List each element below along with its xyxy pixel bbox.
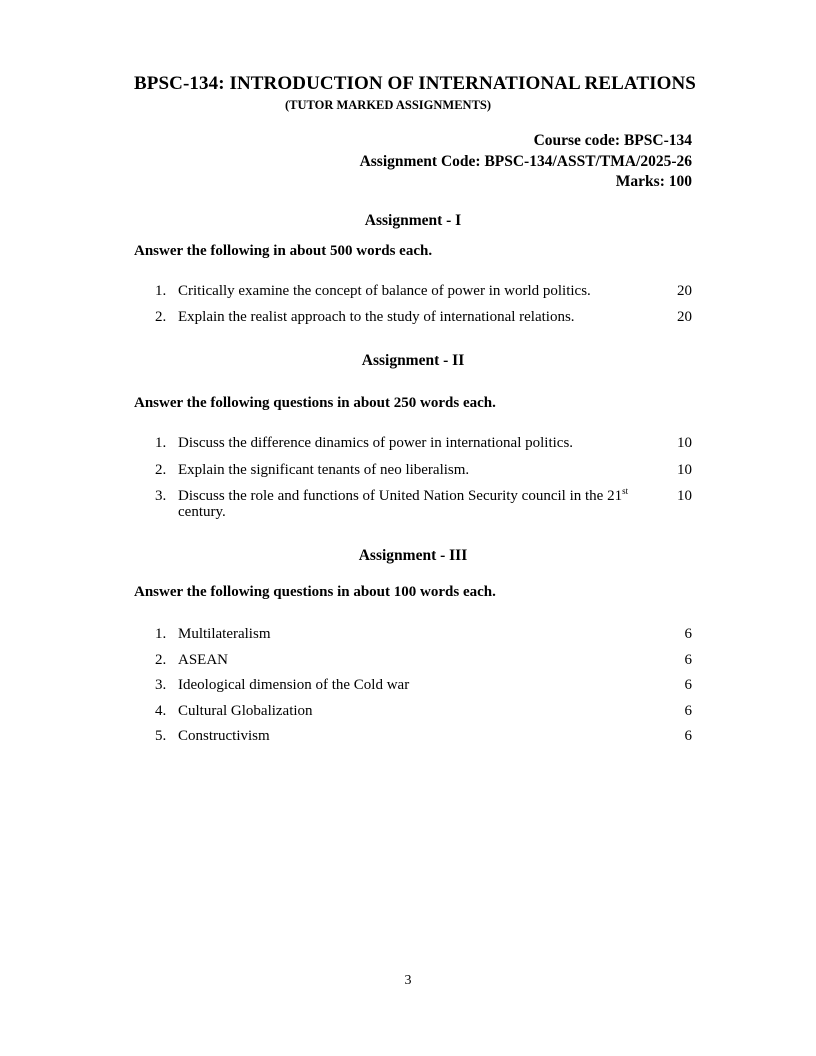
question-text: Explain the realist approach to the study of international relations.: [178, 309, 575, 325]
question-text: Discuss the difference dinamics of power in international politics.: [178, 435, 574, 451]
question-text: Cultural Globalization: [178, 702, 313, 719]
question-marks: 6: [684, 651, 692, 668]
section-instruction: Answer the following questions in about 100 words each.: [134, 584, 496, 600]
question-marks: 6: [684, 677, 692, 693]
question-marks: 10: [677, 488, 692, 504]
question-marks: 6: [684, 728, 692, 744]
question-number: 2.: [155, 309, 167, 325]
question-number: 2.: [155, 651, 167, 668]
question-marks: 20: [677, 309, 692, 325]
question-text: Ideological dimension of the Cold war: [178, 677, 410, 693]
question-row: [155, 462, 692, 478]
question-marks: 6: [684, 626, 692, 642]
document-title: BPSC-134: INTRODUCTION OF INTERNATIONAL RELATIONS: [134, 73, 696, 94]
question-number: 1.: [155, 282, 167, 299]
total-marks: Marks: 100: [615, 173, 692, 190]
question-number: 4.: [155, 702, 167, 719]
assignment-section-2: [134, 353, 692, 520]
question-row: [155, 283, 692, 299]
question-row: [155, 677, 692, 693]
question-list: [134, 626, 692, 744]
question-text: Discuss the role and functions of United Nation Security council in the 21st century.: [178, 486, 629, 520]
question-text: Constructivism: [178, 728, 270, 744]
question-row: [155, 728, 692, 744]
section-heading: Assignment - II: [361, 352, 465, 369]
question-text: Explain the significant tenants of neo liberalism.: [178, 461, 470, 478]
document-content: [134, 0, 696, 754]
question-number: 5.: [155, 728, 167, 744]
question-text: ASEAN: [178, 651, 229, 668]
question-row: [155, 488, 692, 520]
question-number: 3.: [155, 488, 167, 504]
question-number: 2.: [155, 461, 167, 478]
question-text: Multilateralism: [178, 626, 271, 642]
question-text: Critically examine the concept of balance of power in world politics.: [178, 282, 591, 299]
question-row: [155, 435, 692, 451]
assignment-section-3: [134, 548, 692, 744]
section-instruction: Answer the following in about 500 words each.: [134, 242, 433, 259]
question-marks: 20: [677, 282, 692, 299]
question-list: [134, 435, 692, 520]
assignment-code: Assignment Code: BPSC-134/ASST/TMA/2025-26: [359, 152, 692, 170]
section-heading: Assignment - I: [364, 211, 462, 229]
course-code: Course code: BPSC-134: [533, 132, 692, 149]
question-row: [155, 652, 692, 668]
question-marks: 10: [677, 435, 692, 451]
question-row: [155, 703, 692, 719]
question-number: 1.: [155, 626, 167, 642]
section-instruction: Answer the following questions in about 250 words each.: [134, 395, 496, 411]
question-marks: 6: [684, 702, 692, 719]
question-row: [155, 309, 692, 325]
question-row: [155, 626, 692, 642]
question-number: 1.: [155, 435, 167, 451]
ordinal-superscript: st: [622, 486, 629, 496]
question-list: [134, 283, 692, 326]
course-meta-block: [134, 131, 692, 193]
question-number: 3.: [155, 677, 167, 693]
question-marks: 10: [677, 461, 692, 478]
section-heading: Assignment - III: [358, 547, 468, 564]
document-subtitle: (TUTOR MARKED ASSIGNMENTS): [284, 98, 492, 112]
assignment-section-1: [134, 213, 692, 326]
page-number: 3: [404, 973, 412, 988]
